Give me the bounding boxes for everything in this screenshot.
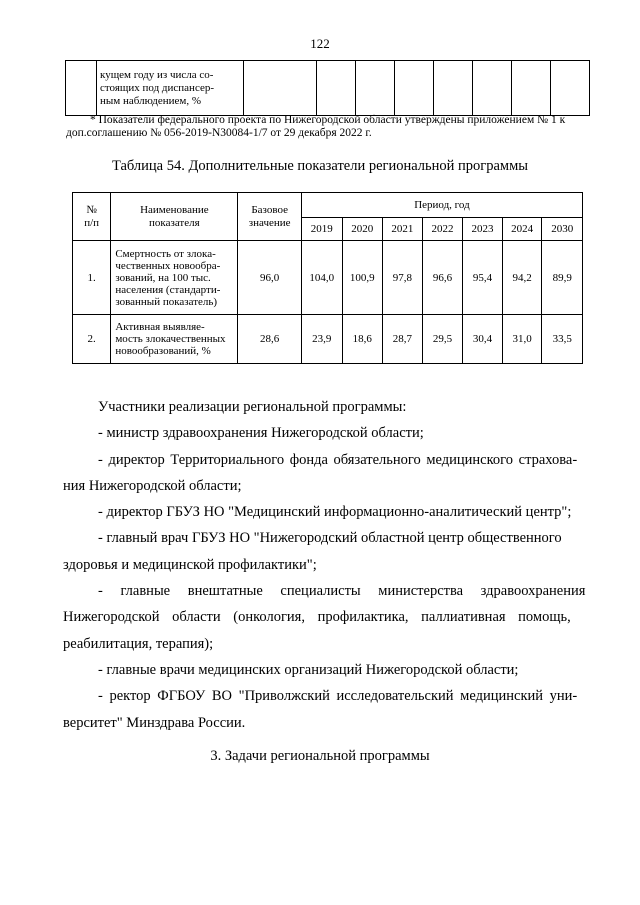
row-value: 31,0	[502, 315, 542, 364]
table-row	[66, 61, 590, 116]
table-cell	[395, 61, 434, 116]
header-year: 2022	[422, 218, 463, 241]
section-heading: 3. Задачи региональной программы	[210, 748, 430, 764]
footnote-line: * Показатели федерального проекта по Нижегородской области утверждены приложением № 1 к	[90, 114, 566, 126]
participant-item: - министр здравоохранения Нижегородской области;	[98, 425, 424, 442]
table-row	[73, 315, 583, 364]
table-cell	[97, 61, 244, 116]
header-period: Период, год	[301, 193, 582, 218]
table-cell	[317, 61, 356, 116]
row-base: 96,0	[238, 241, 301, 315]
row-value: 97,8	[383, 241, 423, 315]
footnote	[66, 114, 590, 140]
row-value: 23,9	[301, 315, 342, 364]
header-year: 2019	[301, 218, 342, 241]
row-value: 100,9	[342, 241, 383, 315]
row-value: 30,4	[463, 315, 503, 364]
indicator-text-line: стоящих под диспансер-	[100, 81, 215, 94]
row-value: 94,2	[502, 241, 542, 315]
participant-item: - главные внештатные специалисты министерства здравоохранения	[98, 583, 586, 600]
header-year: 2024	[502, 218, 542, 241]
header-year: 2023	[463, 218, 503, 241]
table-caption: Таблица 54. Дополнительные показатели региональной программы	[111, 158, 529, 174]
header-year: 2020	[342, 218, 383, 241]
header-num: № п/п	[73, 193, 111, 241]
row-value: 96,6	[422, 241, 463, 315]
table-cell	[473, 61, 512, 116]
header-base: Базовое значение	[238, 193, 301, 241]
participant-item: - директор Территориального фонда обязательного медицинского страхова-	[98, 451, 578, 468]
header-year: 2030	[542, 218, 583, 241]
participant-item: - главные врачи медицинских организаций Нижегородской области;	[98, 661, 519, 678]
row-name: Активная выявляе- мость злокачественных новообразований, %	[111, 315, 238, 364]
participant-item: - директор ГБУЗ НО "Медицинский информационно-аналитический центр";	[98, 504, 572, 521]
participant-item: здоровья и медицинской профилактики";	[63, 556, 317, 573]
participants-intro: Участники реализации региональной программы:	[98, 399, 407, 415]
row-num: 1.	[73, 241, 111, 315]
footnote-line: доп.соглашению № 056-2019-N30084-1/7 от 29 декабря 2022 г.	[66, 127, 372, 139]
row-base: 28,6	[238, 315, 301, 364]
participant-item: Нижегородской области (онкология, профилактика, паллиативная помощь,	[63, 609, 571, 626]
continuation-table	[65, 60, 590, 116]
row-num: 2.	[73, 315, 111, 364]
table-header-row	[73, 193, 583, 218]
table-cell	[66, 61, 97, 116]
table-cell	[244, 61, 317, 116]
table-cell	[551, 61, 590, 116]
table-row	[73, 241, 583, 315]
participant-item: - ректор ФГБОУ ВО "Приволжский исследовательский медицинский уни-	[98, 688, 578, 705]
row-name: Смертность от злока- чественных новообра- зований, на 100 тыс. населения (стандарти- зованный показатель)	[111, 241, 238, 315]
table-cell	[356, 61, 395, 116]
row-value: 89,9	[542, 241, 583, 315]
table-cell	[512, 61, 551, 116]
page-number: 122	[310, 36, 330, 51]
row-value: 33,5	[542, 315, 583, 364]
row-value: 104,0	[301, 241, 342, 315]
participant-item: ния Нижегородской области;	[63, 477, 242, 494]
participant-item: - главный врач ГБУЗ НО "Нижегородский областной центр общественного	[98, 530, 562, 547]
participants-section	[63, 394, 595, 736]
indicator-text-line: кущем году из числа со-	[100, 68, 214, 81]
row-value: 18,6	[342, 315, 383, 364]
table-cell	[434, 61, 473, 116]
row-value: 95,4	[463, 241, 503, 315]
indicators-table	[72, 192, 583, 364]
participant-item: реабилитация, терапия);	[63, 635, 214, 652]
indicator-text-line: ным наблюдением, %	[100, 94, 201, 107]
participant-item: верситет" Минздрава России.	[63, 714, 246, 731]
row-value: 29,5	[422, 315, 463, 364]
row-value: 28,7	[383, 315, 423, 364]
header-name: Наименование показателя	[111, 193, 238, 241]
header-year: 2021	[383, 218, 423, 241]
